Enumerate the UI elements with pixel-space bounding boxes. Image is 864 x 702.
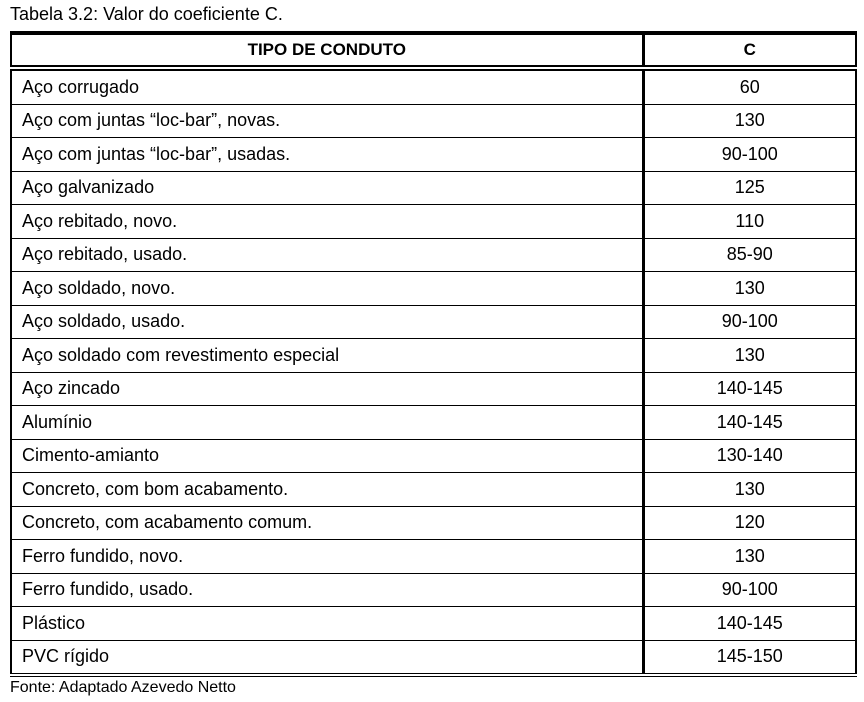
cell-coeficiente-c: 110 bbox=[643, 205, 856, 239]
coefficient-table bbox=[10, 31, 857, 677]
cell-tipo-de-conduto: Ferro fundido, usado. bbox=[11, 573, 643, 607]
cell-coeficiente-c: 125 bbox=[643, 171, 856, 205]
table-body bbox=[11, 68, 856, 675]
cell-coeficiente-c: 140-145 bbox=[643, 406, 856, 440]
cell-coeficiente-c: 60 bbox=[643, 68, 856, 104]
table-row bbox=[11, 473, 856, 507]
cell-coeficiente-c: 130 bbox=[643, 473, 856, 507]
cell-coeficiente-c: 140-145 bbox=[643, 372, 856, 406]
header-tipo-de-conduto: TIPO DE CONDUTO bbox=[11, 33, 643, 68]
table-row bbox=[11, 439, 856, 473]
cell-tipo-de-conduto: PVC rígido bbox=[11, 640, 643, 675]
coefficient-table-container bbox=[10, 31, 855, 677]
table-caption: Tabela 3.2: Valor do coeficiente C. bbox=[10, 4, 283, 24]
table-row bbox=[11, 205, 856, 239]
table-row bbox=[11, 171, 856, 205]
cell-tipo-de-conduto: Aço soldado com revestimento especial bbox=[11, 339, 643, 373]
table-row bbox=[11, 339, 856, 373]
cell-coeficiente-c: 85-90 bbox=[643, 238, 856, 272]
cell-coeficiente-c: 90-100 bbox=[643, 138, 856, 172]
table-row bbox=[11, 372, 856, 406]
table-row bbox=[11, 640, 856, 675]
header-row bbox=[11, 33, 856, 68]
cell-tipo-de-conduto: Aço com juntas “loc-bar”, novas. bbox=[11, 104, 643, 138]
cell-tipo-de-conduto: Aço corrugado bbox=[11, 68, 643, 104]
cell-tipo-de-conduto: Alumínio bbox=[11, 406, 643, 440]
table-header bbox=[11, 33, 856, 68]
cell-tipo-de-conduto: Aço rebitado, usado. bbox=[11, 238, 643, 272]
table-row bbox=[11, 607, 856, 641]
cell-tipo-de-conduto: Aço zincado bbox=[11, 372, 643, 406]
table-source-note: Fonte: Adaptado Azevedo Netto bbox=[10, 679, 236, 696]
table-row bbox=[11, 305, 856, 339]
cell-tipo-de-conduto: Cimento-amianto bbox=[11, 439, 643, 473]
table-row bbox=[11, 573, 856, 607]
cell-tipo-de-conduto: Aço com juntas “loc-bar”, usadas. bbox=[11, 138, 643, 172]
table-row bbox=[11, 68, 856, 104]
cell-coeficiente-c: 130-140 bbox=[643, 439, 856, 473]
cell-coeficiente-c: 120 bbox=[643, 506, 856, 540]
cell-coeficiente-c: 130 bbox=[643, 104, 856, 138]
cell-tipo-de-conduto: Plástico bbox=[11, 607, 643, 641]
cell-coeficiente-c: 130 bbox=[643, 272, 856, 306]
table-row bbox=[11, 138, 856, 172]
cell-coeficiente-c: 130 bbox=[643, 339, 856, 373]
cell-coeficiente-c: 140-145 bbox=[643, 607, 856, 641]
cell-tipo-de-conduto: Concreto, com acabamento comum. bbox=[11, 506, 643, 540]
cell-coeficiente-c: 90-100 bbox=[643, 573, 856, 607]
table-row bbox=[11, 540, 856, 574]
cell-tipo-de-conduto: Aço galvanizado bbox=[11, 171, 643, 205]
cell-coeficiente-c: 145-150 bbox=[643, 640, 856, 675]
table-row bbox=[11, 104, 856, 138]
cell-tipo-de-conduto: Concreto, com bom acabamento. bbox=[11, 473, 643, 507]
cell-coeficiente-c: 90-100 bbox=[643, 305, 856, 339]
cell-tipo-de-conduto: Ferro fundido, novo. bbox=[11, 540, 643, 574]
header-c: C bbox=[643, 33, 856, 68]
table-row bbox=[11, 506, 856, 540]
table-row bbox=[11, 238, 856, 272]
table-row bbox=[11, 272, 856, 306]
cell-tipo-de-conduto: Aço soldado, novo. bbox=[11, 272, 643, 306]
cell-coeficiente-c: 130 bbox=[643, 540, 856, 574]
cell-tipo-de-conduto: Aço rebitado, novo. bbox=[11, 205, 643, 239]
cell-tipo-de-conduto: Aço soldado, usado. bbox=[11, 305, 643, 339]
table-row bbox=[11, 406, 856, 440]
